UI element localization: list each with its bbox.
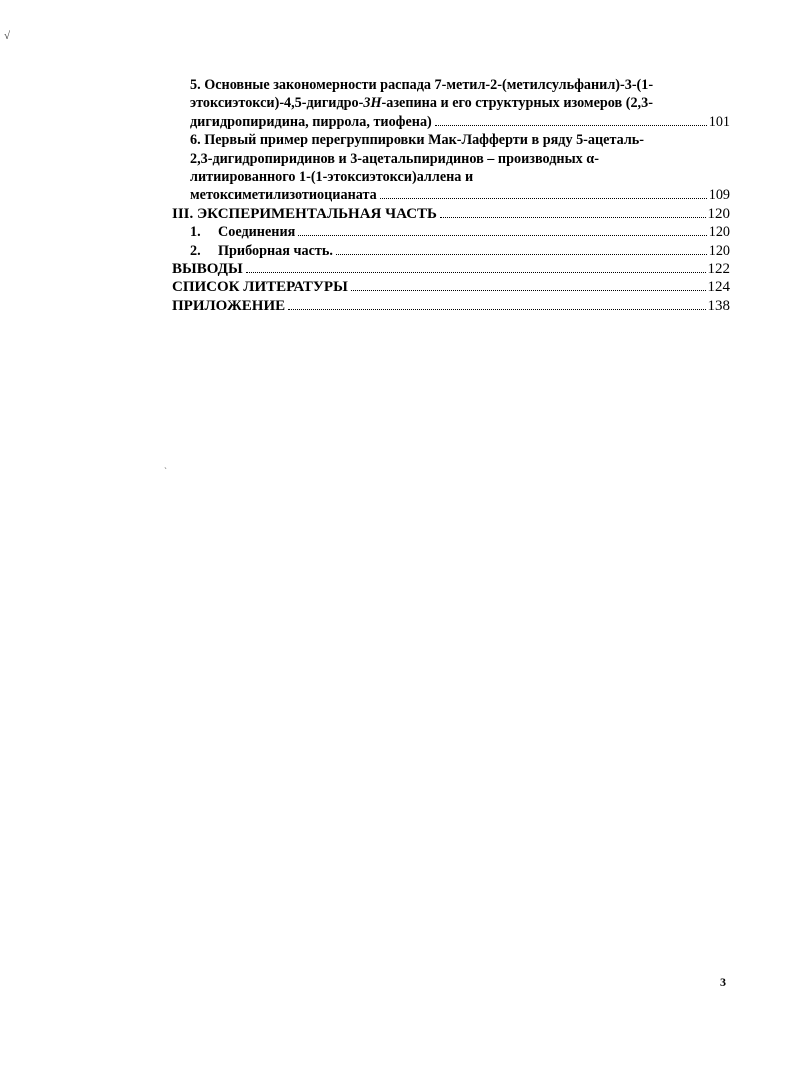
page-ref: 122 bbox=[707, 261, 730, 278]
toc-item-6[interactable] bbox=[172, 131, 730, 205]
page-ref: 109 bbox=[708, 187, 730, 204]
page-ref: 101 bbox=[708, 113, 730, 130]
toc-references[interactable]: СПИСОК ЛИТЕРАТУРЫ 124 bbox=[172, 279, 730, 296]
toc-line: метоксиметилизотиоцианата 109 bbox=[190, 187, 730, 204]
toc-line: этоксиэтокси)-4,5-дигидро- 3H -азепина и его структурных изомеров (2,3- bbox=[190, 95, 653, 112]
toc-line: 6. Первый пример перегруппировки Мак-Лафферти в ряду 5-ацеталь- bbox=[190, 132, 645, 149]
corner-mark: √ bbox=[4, 30, 11, 42]
toc-line: 2,3-дигидропиридинов и 3-ацетальпиридинов – производных α- bbox=[190, 150, 599, 167]
dot-leader bbox=[288, 309, 705, 310]
page-ref: 120 bbox=[707, 205, 730, 222]
toc-line: 5. Основные закономерности распада 7-метил-2-(метилсульфанил)-3-(1- bbox=[190, 77, 654, 93]
scan-speck: ` bbox=[164, 466, 167, 476]
italic-3h: 3H bbox=[363, 95, 382, 112]
toc-conclusions[interactable]: ВЫВОДЫ 122 bbox=[172, 261, 730, 278]
dot-leader bbox=[440, 217, 706, 218]
toc-appendix[interactable]: ПРИЛОЖЕНИЕ 138 bbox=[172, 297, 730, 314]
page-ref: 120 bbox=[708, 242, 730, 259]
toc-line: дигидропиридина, пиррола, тиофена) 101 bbox=[190, 113, 730, 130]
page-ref: 138 bbox=[707, 297, 730, 314]
dot-leader bbox=[380, 198, 707, 199]
page-ref: 120 bbox=[708, 224, 730, 241]
toc-sub-1[interactable]: 1. Соединения 120 bbox=[190, 224, 730, 241]
dot-leader bbox=[351, 290, 706, 291]
dot-leader bbox=[298, 235, 706, 236]
toc-line: литиированного 1-(1-этоксиэтокси)аллена и bbox=[190, 169, 474, 186]
toc-sub-2[interactable]: 2. Приборная часть. 120 bbox=[190, 242, 730, 259]
dot-leader bbox=[336, 254, 707, 255]
toc-section-3[interactable]: III. ЭКСПЕРИМЕНТАЛЬНАЯ ЧАСТЬ 120 bbox=[172, 205, 730, 222]
toc-item-5[interactable] bbox=[172, 76, 730, 131]
dot-leader bbox=[435, 125, 707, 126]
table-of-contents bbox=[172, 76, 730, 315]
page-number: 3 bbox=[720, 975, 726, 989]
dot-leader bbox=[246, 272, 706, 273]
page-ref: 124 bbox=[707, 279, 730, 296]
